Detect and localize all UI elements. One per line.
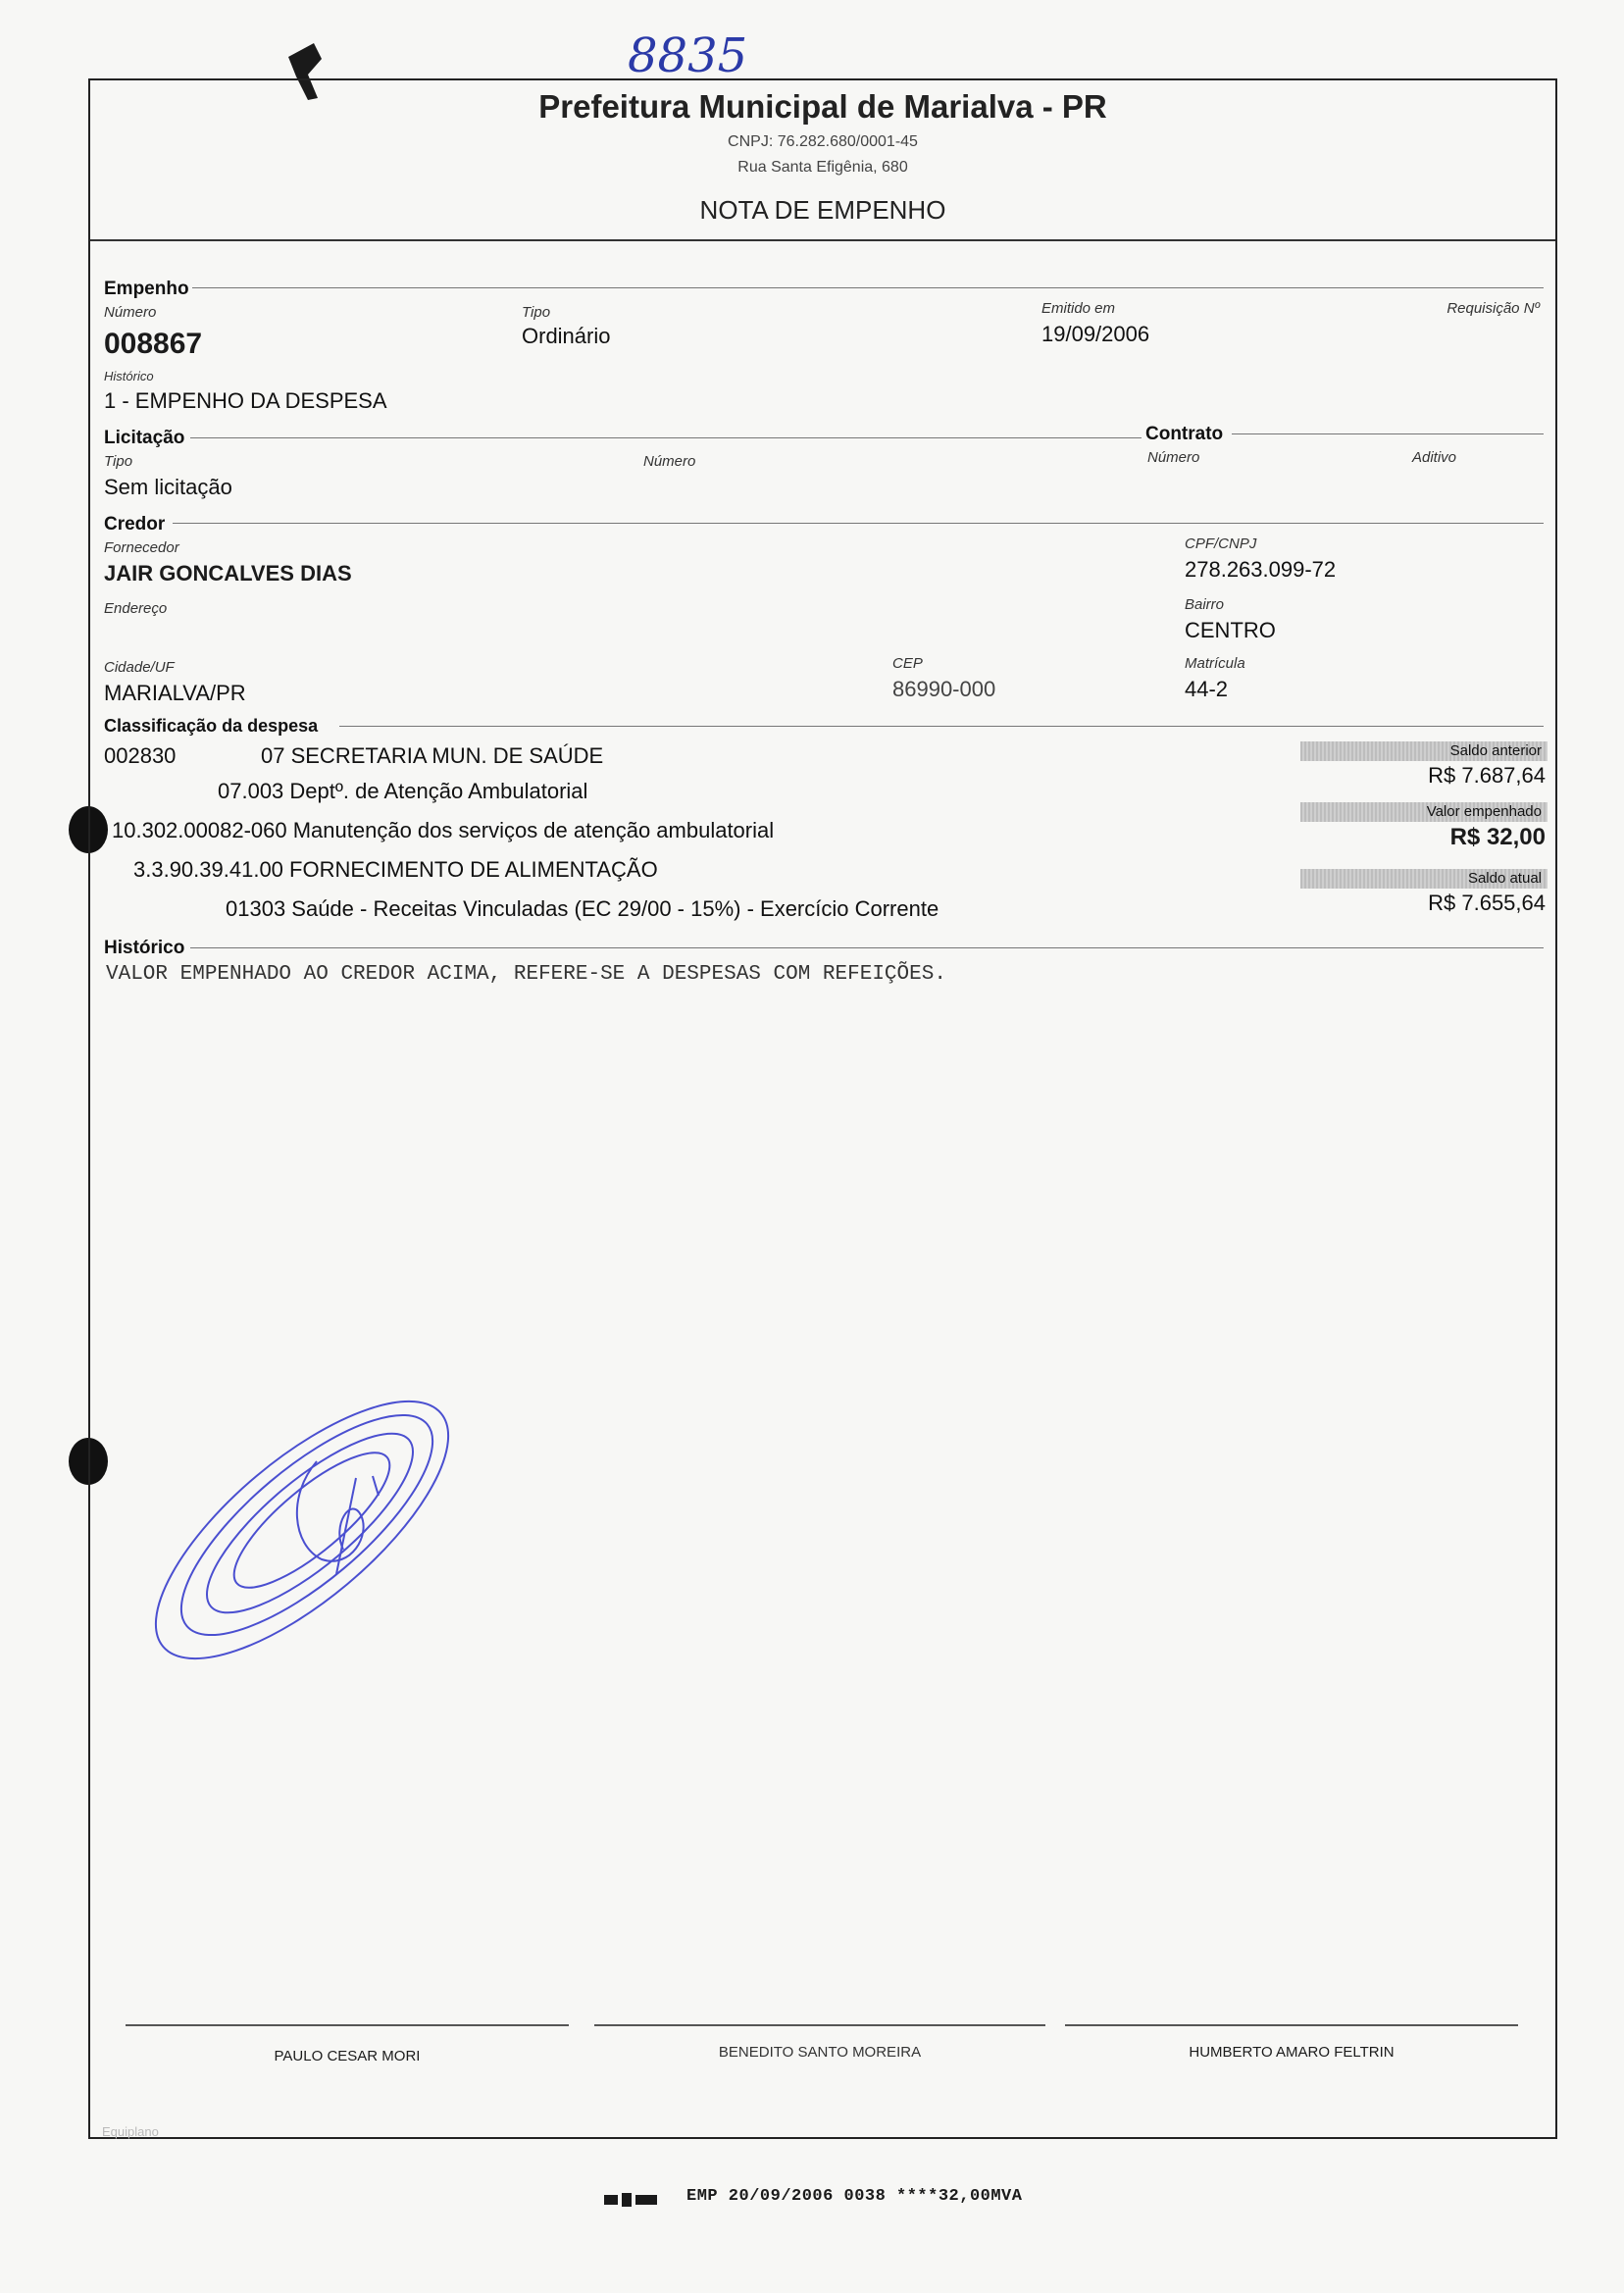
cep-label: CEP: [892, 655, 923, 672]
empenho-tipo-label: Tipo: [522, 304, 551, 321]
historico-text: VALOR EMPENHADO AO CREDOR ACIMA, REFERE-SE A DESPESAS COM REFEIÇÕES.: [106, 963, 946, 986]
matricula-value: 44-2: [1185, 677, 1229, 701]
saldo-atual-label: Saldo atual: [1300, 869, 1548, 889]
fornecedor-name: JAIR GONCALVES DIAS: [104, 561, 352, 586]
header-divider: [90, 239, 1555, 241]
cnpj-text: CNPJ: 76.282.680/0001-45: [728, 133, 918, 150]
licitacao-tipo-label: Tipo: [104, 453, 133, 470]
section-contrato-rule: [1232, 433, 1544, 434]
cpf-value: 278.263.099-72: [1185, 557, 1337, 582]
bairro-label: Bairro: [1185, 596, 1225, 613]
section-contrato: Contrato: [1145, 424, 1224, 444]
emitido-label: Emitido em: [1041, 300, 1116, 317]
section-credor: Credor: [104, 514, 166, 535]
classificacao-programa: 10.302.00082-060 Manutenção dos serviços de atenção ambulatorial: [112, 818, 775, 842]
bairro-value: CENTRO: [1185, 618, 1276, 642]
stamp-printer-mark: [604, 2191, 663, 2211]
section-historico: Histórico: [104, 938, 185, 958]
licitacao-numero-label: Número: [643, 453, 696, 470]
section-licitacao-rule: [190, 437, 1142, 438]
cpf-label: CPF/CNPJ: [1185, 535, 1257, 552]
fornecedor-label: Fornecedor: [104, 539, 179, 556]
empenho-historico: 1 - EMPENHO DA DESPESA: [104, 388, 387, 413]
matricula-label: Matrícula: [1185, 655, 1245, 672]
cep-value: 86990-000: [892, 677, 996, 701]
section-credor-rule: [173, 523, 1544, 524]
mechanical-stamp: EMP 20/09/2006 0038 ****32,00MVA: [686, 2187, 1023, 2206]
saldo-anterior-label: Saldo anterior: [1300, 741, 1548, 761]
signatory-3: HUMBERTO AMARO FELTRIN: [1189, 2044, 1395, 2061]
cidade-value: MARIALVA/PR: [104, 681, 246, 705]
signature-line-2: [594, 2024, 1045, 2026]
emitido-date: 19/09/2006: [1041, 322, 1150, 346]
handwritten-number-8835: [618, 27, 814, 86]
footer-brand: Equiplano: [102, 2124, 159, 2139]
saldo-anterior-value: R$ 7.687,64: [1428, 763, 1546, 788]
endereco-label: Endereço: [104, 600, 168, 617]
section-classificacao-rule: [339, 726, 1544, 727]
signature-line-3: [1065, 2024, 1518, 2026]
valor-empenhado-value: R$ 32,00: [1449, 824, 1546, 850]
empenho-numero-label: Número: [104, 304, 157, 321]
signatory-2: BENEDITO SANTO MOREIRA: [718, 2044, 922, 2061]
empenho-historico-label: Histórico: [104, 369, 154, 383]
contrato-numero-label: Número: [1147, 449, 1200, 466]
section-historico-rule: [190, 947, 1544, 948]
section-empenho-rule: [192, 287, 1544, 288]
address-text: Rua Santa Efigênia, 680: [737, 159, 908, 176]
saldo-atual-value: R$ 7.655,64: [1428, 891, 1546, 915]
section-licitacao: Licitação: [104, 428, 185, 448]
section-empenho: Empenho: [104, 279, 189, 299]
document-title: NOTA DE EMPENHO: [699, 195, 946, 225]
page-title: Prefeitura Municipal de Marialva - PR: [538, 88, 1107, 125]
classificacao-orgao: 07 SECRETARIA MUN. DE SAÚDE: [261, 743, 604, 768]
licitacao-tipo: Sem licitação: [104, 475, 232, 499]
empenho-tipo: Ordinário: [522, 324, 611, 348]
section-classificacao: Classificação da despesa: [104, 716, 319, 736]
classificacao-elemento: 3.3.90.39.41.00 FORNECIMENTO DE ALIMENTAÇÃO: [133, 857, 658, 882]
svg-text:8835: 8835: [628, 28, 748, 83]
classificacao-code: 002830: [104, 743, 177, 768]
signature-line-1: [126, 2024, 569, 2026]
handwritten-signature: [116, 1368, 508, 1682]
classificacao-unidade: 07.003 Deptº. de Atenção Ambulatorial: [218, 779, 588, 803]
contrato-aditivo-label: Aditivo: [1412, 449, 1457, 466]
empenho-numero: 008867: [104, 328, 203, 360]
valor-empenhado-label: Valor empenhado: [1300, 802, 1548, 822]
requisicao-label: Requisição Nº: [1446, 300, 1540, 317]
classificacao-recurso: 01303 Saúde - Receitas Vinculadas (EC 29/00 - 15%) - Exercício Corrente: [226, 896, 939, 921]
cidade-label: Cidade/UF: [104, 659, 175, 676]
signatory-1: PAULO CESAR MORI: [274, 2048, 421, 2064]
